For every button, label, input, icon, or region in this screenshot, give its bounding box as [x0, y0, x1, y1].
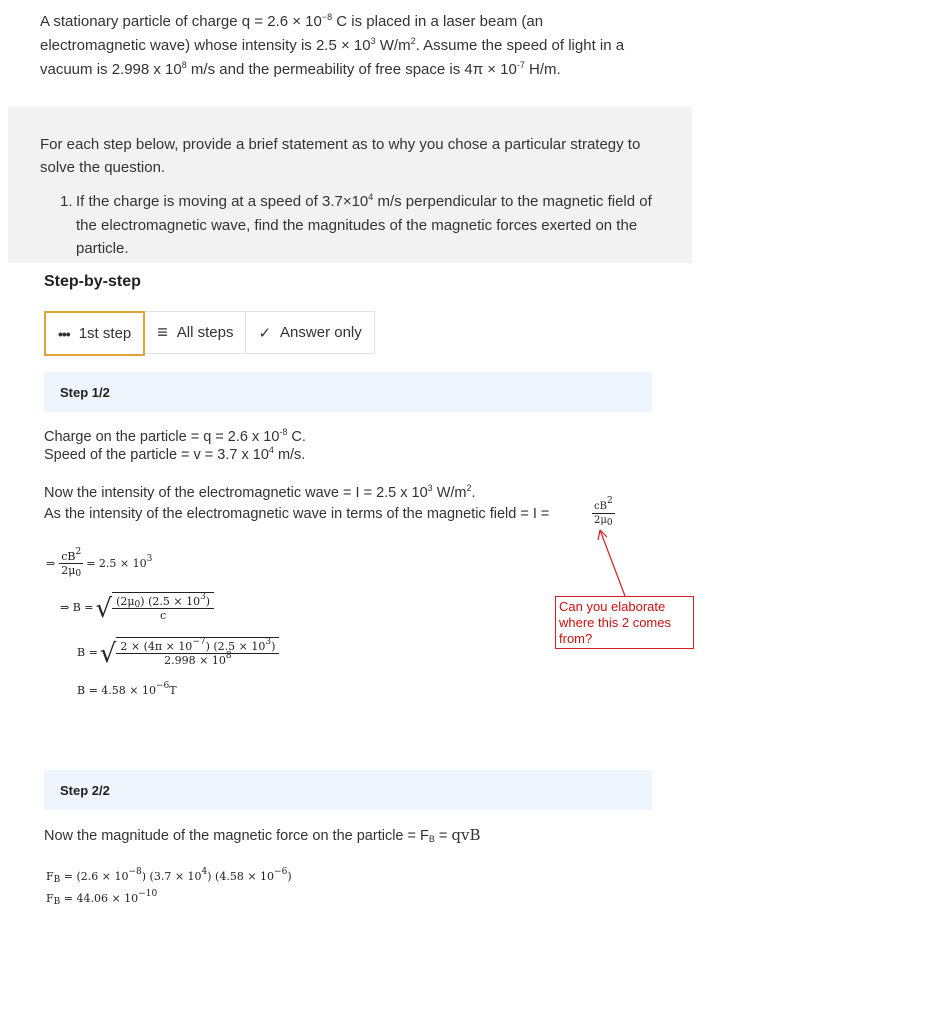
comment-box: Can you elaborate where this 2 comes from?: [555, 596, 694, 649]
tab-first-step-label: 1st step: [78, 325, 132, 342]
tab-answer-only[interactable]: [246, 311, 374, 354]
list-icon: ≡: [157, 322, 168, 342]
ellipsis-icon: •••: [58, 325, 70, 342]
intensity-relation: As the intensity of the electromagnetic wave in terms of the magnetic field = I =: [44, 506, 550, 522]
view-mode-tabs: [44, 311, 375, 356]
step-by-step-heading: Step-by-step: [44, 273, 141, 290]
equation-1: ⇒ $\frac{cB^2}{2\mu_0}$ = $2.5 \times 10^3$: [46, 547, 153, 579]
step-1-header: [44, 372, 652, 412]
charge-line: Charge on the particle = q = 2.6 x $10^{-8}$ C.: [44, 427, 306, 445]
step-1-label: Step 1/2: [60, 385, 110, 400]
intensity-line: Now the intensity of the electromagnetic wave = I = 2.5 x $10^3$ $W/m^2$.: [44, 483, 476, 501]
tab-all-steps-label: All steps: [176, 324, 234, 341]
equation-2: ⇒ B = √ $\frac{(2\mu_0) (2.5 \times 10^3)}{c}$: [60, 592, 214, 622]
tab-answer-only-label: Answer only: [280, 324, 362, 341]
tab-all-steps[interactable]: [145, 311, 246, 354]
question-item: 1. If the charge is moving at a speed of $3.7\times 10^4$ m/s perpendicular to the magnetic field of the electromagnetic wave, find the magnitudes of the magnetic forces exerted on the particle.: [60, 192, 652, 257]
magnetic-field-result: $B = 4.58 \times 10^{-6}T$: [77, 681, 177, 697]
speed-line: Speed of the particle = v = 3.7 x $10^4$ m/s.: [44, 445, 306, 463]
intensity-fraction: $\frac{cB^2}{2\mu_0}$: [594, 496, 613, 528]
step-2-header: [44, 770, 652, 810]
problem-statement: A stationary particle of charge $q = 2.6 \times 10^{-8}$ C is placed in a laser beam (an electromagnetic wave) whose intensity is $2.5 \times 10^3$ $W/m^2$. Assume the speed of light in a vacuum is 2.998 x $10^8$ m/s and the permeability of free space is $4\pi \times 10^{-7}$ H/m.: [40, 12, 625, 78]
instructions-text: For each step below, provide a brief statement as to why you chose a particular strategy to solve the question.: [40, 136, 641, 176]
equation-3: B = √ $\frac{2 \times (4\pi \times 10^{-7}) (2.5 \times 10^3)}{2.998 \times 10^8}$: [77, 637, 279, 667]
comment-arrow: [590, 524, 630, 599]
tab-first-step[interactable]: [44, 311, 145, 356]
force-line: Now the magnitude of the magnetic force on the particle = $F_B$ = qvB: [44, 826, 481, 844]
force-result: $F_B = 44.06 \times 10^{-10}$: [46, 889, 158, 907]
step-2-label: Step 2/2: [60, 783, 110, 798]
force-calculation: $F_B = (2.6 \times 10^{-8}) (3.7 \times 10^4) (4.58 \times 10^{-6})$: [46, 867, 292, 885]
check-icon: ✓: [258, 324, 272, 342]
